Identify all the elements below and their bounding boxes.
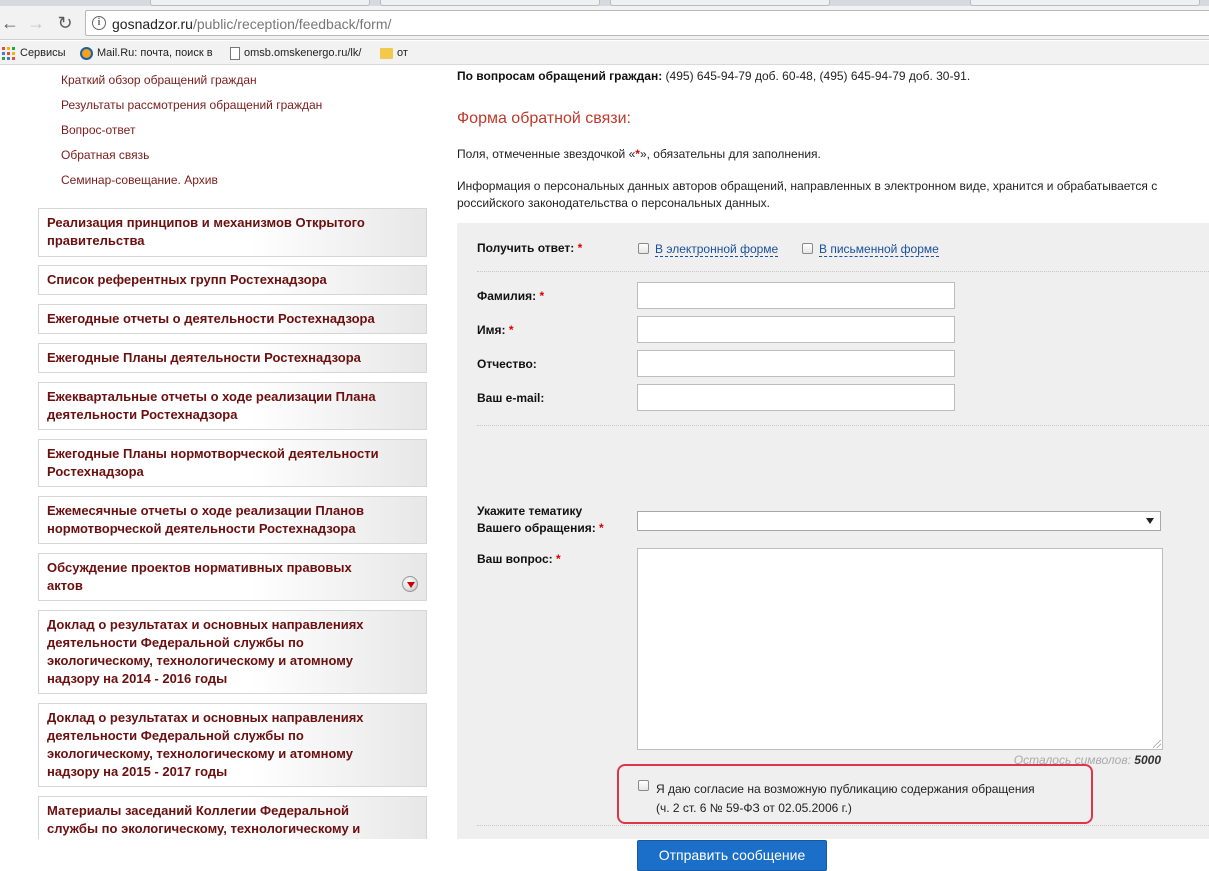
- sidebar-subnav: [61, 72, 322, 197]
- subnav-link[interactable]: Результаты рассмотрения обращений граждан: [61, 98, 323, 112]
- sidebar-item-line: Обсуждение проектов нормативных правовых: [47, 560, 352, 575]
- contact-label: По вопросам обращений граждан:: [457, 69, 663, 83]
- contact-phones: (495) 645-94-79 доб. 60-48, (495) 645-94-79 доб. 30-91.: [662, 69, 971, 83]
- topic-select[interactable]: [637, 511, 1161, 531]
- bookmarks-bar: [0, 41, 1209, 65]
- sidebar-item-line: Ежегодные отчеты о деятельности Ростехнадзора: [47, 311, 375, 326]
- back-arrow-icon[interactable]: ←: [1, 13, 19, 33]
- bookmark-apps[interactable]: Сервисы: [2, 45, 66, 61]
- separator: [477, 271, 1209, 272]
- apps-grid-icon: [2, 47, 15, 60]
- sidebar-item-line: правительства: [47, 233, 145, 248]
- sidebar-item-line: Ростехнадзора: [47, 464, 144, 479]
- sidebar-item[interactable]: [38, 382, 427, 430]
- sidebar-item-line: актов: [47, 578, 83, 593]
- sidebar-item-line: Реализация принципов и механизмов Открытого: [47, 215, 365, 230]
- sidebar-item[interactable]: [38, 553, 427, 601]
- sidebar-item-line: надзору на 2015 - 2017 годы: [47, 764, 228, 779]
- sidebar-item-line: деятельности Федеральной службы по: [47, 728, 304, 743]
- question-label: Ваш вопрос: *: [477, 552, 561, 566]
- reload-icon[interactable]: ↻: [57, 13, 73, 33]
- name-input[interactable]: [637, 316, 955, 343]
- subnav-link[interactable]: Краткий обзор обращений граждан: [61, 73, 257, 87]
- mailru-icon: [80, 47, 93, 60]
- address-url: gosnadzor.ru/public/reception/feedback/form/: [112, 16, 392, 32]
- sidebar-item[interactable]: [38, 304, 427, 334]
- separator: [477, 825, 1209, 826]
- sidebar-item[interactable]: [38, 496, 427, 544]
- sidebar-item-line: Список референтных групп Ростехнадзора: [47, 272, 327, 287]
- required-note: Поля, отмеченные звездочкой «*», обязательны для заполнения.: [457, 147, 821, 161]
- sidebar-item[interactable]: [38, 208, 427, 257]
- dropdown-caret-icon: [1146, 518, 1154, 524]
- patronymic-label: Отчество:: [477, 357, 537, 371]
- browser-toolbar: [0, 6, 1209, 40]
- patronymic-input[interactable]: [637, 350, 955, 377]
- address-bar[interactable]: [85, 10, 1209, 36]
- bookmark-mailru[interactable]: Mail.Ru: почта, поиск в: [80, 45, 220, 61]
- subnav-link[interactable]: Семинар-совещание. Архив: [61, 173, 218, 187]
- electronic-answer-option[interactable]: В электронной форме: [655, 242, 779, 256]
- question-textarea[interactable]: [637, 548, 1163, 750]
- sidebar-item-line: деятельности Ростехнадзора: [47, 407, 238, 422]
- bookmark-folder[interactable]: от: [380, 45, 408, 61]
- sidebar-item-line: экологическому, технологическому и атомному: [47, 653, 353, 668]
- sidebar-item-line: деятельности Федеральной службы по: [47, 635, 304, 650]
- submit-button[interactable]: Отправить сообщение: [637, 840, 827, 871]
- sidebar-item[interactable]: [38, 610, 427, 694]
- separator: [477, 425, 1209, 426]
- bookmark-omsb[interactable]: omsb.omskenergo.ru/lk/: [230, 45, 368, 61]
- sidebar-item[interactable]: [38, 343, 427, 373]
- name-label: Имя: *: [477, 323, 514, 337]
- email-label: Ваш e-mail:: [477, 391, 545, 405]
- surname-label: Фамилия: *: [477, 289, 545, 303]
- sidebar-item-line: нормотворческой деятельности Ростехнадзора: [47, 521, 356, 536]
- sidebar-item[interactable]: [38, 439, 427, 487]
- info-icon[interactable]: i: [92, 16, 106, 30]
- feedback-form: [457, 223, 1209, 863]
- sidebar-item-line: Ежегодные Планы нормотворческой деятельности: [47, 446, 379, 461]
- expand-arrow-icon[interactable]: [402, 576, 418, 592]
- sidebar-item-line: Ежеквартальные отчеты о ходе реализации Плана: [47, 389, 376, 404]
- sidebar-item-line: Ежемесячные отчеты о ходе реализации Планов: [47, 503, 364, 518]
- electronic-answer-checkbox[interactable]: [638, 243, 649, 254]
- email-input[interactable]: [637, 384, 955, 411]
- consent-checkbox[interactable]: [638, 780, 649, 791]
- sidebar-item-line: службы по экологическому, технологическому и: [47, 821, 361, 836]
- sidebar-item-line: Доклад о результатах и основных направлениях: [47, 617, 364, 632]
- forward-arrow-icon[interactable]: →: [27, 13, 45, 33]
- sidebar-item[interactable]: [38, 703, 427, 787]
- chars-left-counter: Осталось символов: 5000: [1013, 753, 1161, 767]
- form-title: Форма обратной связи:: [457, 110, 631, 127]
- sidebar-item-line: экологическому, технологическому и атомному: [47, 746, 353, 761]
- contact-line: [457, 69, 970, 83]
- page-icon: [230, 47, 240, 60]
- folder-icon: [380, 48, 393, 59]
- sidebar-item-line: надзору на 2014 - 2016 годы: [47, 671, 228, 686]
- subnav-link[interactable]: Обратная связь: [61, 148, 150, 162]
- answer-label: Получить ответ: *: [477, 241, 583, 255]
- consent-text: Я даю согласие на возможную публикацию содержания обращения (ч. 2 ст. 6 № 59-ФЗ от 02.05.2006 г.): [656, 782, 1035, 815]
- paper-answer-checkbox[interactable]: [802, 243, 813, 254]
- paper-answer-option[interactable]: В письменной форме: [819, 242, 939, 256]
- sidebar-item[interactable]: [38, 265, 427, 295]
- surname-input[interactable]: [637, 282, 955, 309]
- sidebar-item-line: Ежегодные Планы деятельности Ростехнадзора: [47, 350, 361, 365]
- sidebar-item-line: Доклад о результатах и основных направлениях: [47, 710, 364, 725]
- personal-data-note: Информация о персональных данных авторов обращений, направленных в электронном виде, хранится и обрабатывается с российского законодательства о персональных данных.: [457, 179, 1158, 210]
- subnav-link[interactable]: Вопрос-ответ: [61, 123, 136, 137]
- resize-grip-icon[interactable]: [1153, 740, 1161, 748]
- sidebar-item[interactable]: [38, 796, 427, 839]
- sidebar-item-line: Материалы заседаний Коллегии Федеральной: [47, 803, 350, 818]
- topic-label: Укажите тематику Вашего обращения: *: [477, 504, 604, 535]
- page-content: [0, 66, 1209, 863]
